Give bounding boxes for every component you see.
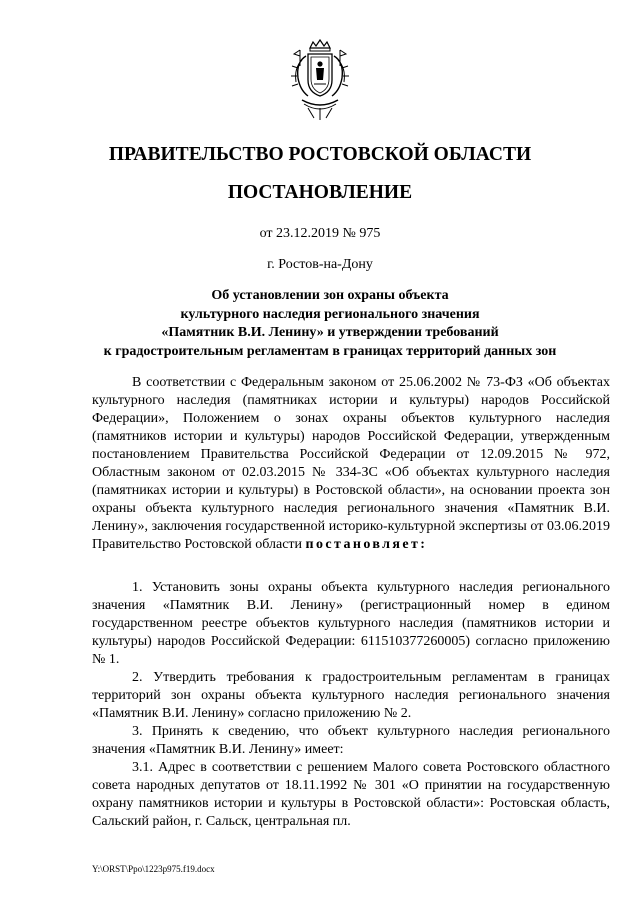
rostov-region-coat-of-arms-icon (288, 38, 352, 122)
document-date-number: от 23.12.2019 № 975 (259, 226, 381, 241)
preamble-paragraph (92, 374, 610, 554)
subject-line: культурного наследия регионального значения (180, 306, 480, 322)
item-3-paragraph: 3. Принять к сведению, что объект культурного наследия регионального значения «Памятник В.И. Ленину» имеет: (92, 724, 610, 757)
item-3-block (92, 723, 610, 759)
item-2-block (92, 669, 610, 723)
subject-line: Об установлении зон охраны объекта (211, 288, 449, 303)
item-3-1-block (92, 759, 610, 831)
document-city: г. Ростов-на-Дону (267, 257, 373, 272)
government-title: ПРАВИТЕЛЬСТВО РОСТОВСКОЙ ОБЛАСТИ (108, 144, 532, 165)
document-type-title: ПОСТАНОВЛЕНИЕ (227, 182, 413, 203)
decree-word: постановляет: (305, 537, 428, 552)
preamble-text: В соответствии с Федеральным законом от 25.06.2002 № 73-ФЗ «Об объектах культурного наследия (памятниках истории и культуры) народов Российской Федерации», Положением о зонах охраны объектов культурного наследия (памятников истории и культуры) народов Российской Федерации, утвержденным постановлением Правительства Российской Федерации от 12.09.2015 № 972, Областным законом от 02.03.2015 № 334-ЗС «Об объектах культурного наследия (памятниках истории и культуры) в Ростовской области», на основании проекта зон охраны объекта культурного наследия регионального значения «Памятник В.И. Ленину», заключения государственной историко-культурной экспертизы от 03.06.2019 Правительство Ростовской области (92, 375, 610, 552)
item-1-paragraph: 1. Установить зоны охраны объекта культурного наследия регионального значения «Памятник В.И. Ленину» (регистрационный номер в едином государственном реестре объектов культурного наследия (памятников истории и культуры) народов Российской Федерации: 611510377260005) согласно приложению № 1. (92, 580, 610, 667)
item-3-1-paragraph: 3.1. Адрес в соответствии с решением Малого совета Ростовского областного совета народных депутатов от 18.11.1992 № 301 «О принятии на государственную охрану памятников истории и культуры в Ростовской области»: Ростовская область, Сальский район, г. Сальск, центральная пл. (92, 760, 610, 829)
file-path-footer: Y:\ORST\Ppo\1223p975.f19.docx (92, 864, 215, 874)
subject-line: «Памятник В.И. Ленину» и утверждении требований (161, 325, 499, 340)
item-1-block (92, 579, 610, 669)
document-subject (60, 287, 600, 361)
preamble-block (92, 374, 610, 554)
subject-line: к градостроительным регламентам в границах территорий данных зон (103, 343, 557, 359)
item-2-paragraph: 2. Утвердить требования к градостроительным регламентам в границах территорий зон охраны объекта культурного наследия регионального значения «Памятник В.И. Ленину» согласно приложению № 2. (92, 670, 610, 721)
